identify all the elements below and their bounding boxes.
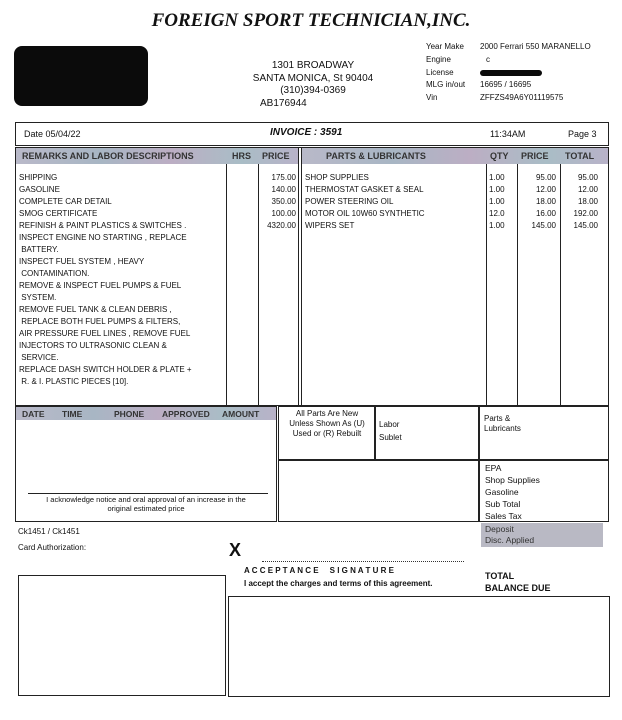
remark-line: BATTERY. (19, 245, 59, 254)
col-line-mid-2 (301, 147, 302, 406)
vehicle-value-vin: ZFFZS49A6Y01119575 (480, 93, 564, 103)
remark-line: INJECTORS TO ULTRASONIC CLEAN & (19, 341, 167, 350)
card-auth-box (18, 575, 226, 696)
signature-dotted-line (262, 561, 464, 562)
remark-line: REPLACE BOTH FUEL PUMPS & FILTERS, (19, 317, 181, 326)
remark-line: SYSTEM. (19, 293, 57, 302)
col-line-mid-1 (298, 147, 299, 406)
invoice-time: 11:34AM (490, 129, 526, 139)
acceptance-label: A C C E P T A N C E S I G N A T U R E (244, 566, 394, 575)
header-total: TOTAL (565, 151, 595, 161)
vehicle-label-yearmake: Year Make (426, 42, 464, 51)
remark-line: REPLACE DASH SWITCH HOLDER & PLATE + (19, 365, 192, 374)
vehicle-info (426, 41, 616, 105)
remark-line: SERVICE. (19, 353, 59, 362)
address-line-4: AB176944 (260, 97, 307, 109)
table-row: MOTOR OIL 10W60 SYNTHETIC 12.0 16.00 192.00 (305, 209, 598, 218)
table-row: GASOLINE 140.00 (19, 185, 296, 194)
vehicle-value-engine: c (486, 54, 490, 64)
address-line-1: 1301 BROADWAY (271, 60, 355, 71)
remark-line: INSPECT FUEL SYSTEM , HEAVY (19, 257, 145, 266)
remark-line: REMOVE & INSPECT FUEL PUMPS & FUEL (19, 281, 182, 290)
bottom-wide-box (228, 596, 610, 697)
summary-disc: Disc. Applied (485, 535, 535, 545)
vehicle-label-license: License (426, 67, 454, 77)
parts-notice-text: All Parts Are New Unless Shown As (U) Used or (R) Rebuilt (289, 409, 365, 438)
remark-line: CONTAMINATION. (19, 269, 90, 278)
vehicle-label-engine: Engine (426, 54, 451, 64)
vehicle-label-mlg: MLG in/out (426, 80, 466, 90)
totals-labels (485, 570, 551, 594)
table-row: SMOG CERTIFICATE 100.00 (19, 209, 296, 218)
header-parts-price: PRICE (521, 151, 549, 161)
address-line-2: SANTA MONICA, St 90404 (252, 72, 374, 84)
invoice-number: INVOICE : 3591 (270, 127, 343, 138)
invoice-date: Date 05/04/22 (24, 129, 81, 139)
shop-address (248, 60, 378, 110)
ack-line (28, 493, 268, 494)
table-row: THERMOSTAT GASKET & SEAL 1.00 12.00 12.00 (305, 185, 598, 194)
redacted-license (480, 70, 542, 76)
header-hrs: HRS (232, 151, 252, 161)
remark-line: INSPECT ENGINE NO STARTING , REPLACE (19, 233, 187, 242)
acceptance-terms: I accept the charges and terms of this agreement. (244, 579, 433, 588)
header-parts: PARTS & LUBRICANTS (326, 151, 426, 161)
approval-headers: DATE TIME PHONE APPROVED AMOUNT (22, 409, 260, 419)
remark-line: AIR PRESSURE FUEL LINES , REMOVE FUEL (19, 329, 191, 338)
shop-name: FOREIGN SPORT TECHNICIAN,INC. (151, 10, 471, 31)
table-row: WIPERS SET 1.00 145.00 145.00 (305, 221, 598, 230)
remark-line: REMOVE FUEL TANK & CLEAN DEBRIS , (19, 305, 172, 314)
parts-lub-label: Parts & Lubricants (484, 414, 521, 433)
labor-label: Labor (379, 420, 400, 429)
table-row: SHOP SUPPLIES 1.00 95.00 95.00 (305, 173, 598, 182)
table-row: SHIPPING 175.00 (19, 173, 296, 182)
summary-gasoline: Gasoline (485, 487, 519, 497)
sublet-label: Sublet (379, 433, 402, 442)
header-qty: QTY (490, 151, 509, 161)
summary-shaded (485, 524, 534, 546)
table-row: REFINISH & PAINT PLASTICS & SWITCHES . 4320.00 (19, 221, 296, 230)
summary-shop-supplies: Shop Supplies (485, 475, 540, 485)
vehicle-label-vin: Vin (426, 93, 438, 103)
signature-x: X (229, 540, 242, 560)
card-auth-label: Card Authorization: (18, 543, 87, 552)
parts-list (305, 172, 605, 232)
vehicle-value-mlg: 16695 / 16695 (480, 80, 532, 90)
invoice-page: Page 3 (568, 129, 597, 139)
table-row: POWER STEERING OIL 1.00 18.00 18.00 (305, 197, 598, 206)
summary-deposit: Deposit (485, 524, 514, 534)
balance-due-label: BALANCE DUE (485, 583, 551, 593)
summary-epa: EPA (485, 463, 502, 473)
middle-box (278, 460, 479, 522)
redacted-logo (14, 46, 148, 106)
summary-subtotal: Sub Total (485, 499, 521, 509)
total-label: TOTAL (485, 571, 515, 581)
header-labor-price: PRICE (262, 151, 290, 161)
check-numbers: Ck1451 / Ck1451 (18, 527, 80, 536)
address-line-3: (310)394-0369 (280, 85, 346, 96)
ack-text: I acknowledge notice and oral approval of an increase in the original estimated price (46, 495, 246, 513)
remark-line: R. & I. PLASTIC PIECES [10]. (19, 377, 129, 386)
table-row: COMPLETE CAR DETAIL 350.00 (19, 197, 296, 206)
summary-sales-tax: Sales Tax (485, 511, 522, 521)
header-remarks: REMARKS AND LABOR DESCRIPTIONS (22, 151, 194, 161)
vehicle-value-yearmake: 2000 Ferrari 550 MARANELLO (480, 42, 591, 51)
labor-list (19, 172, 297, 388)
summary-lines (485, 462, 540, 522)
